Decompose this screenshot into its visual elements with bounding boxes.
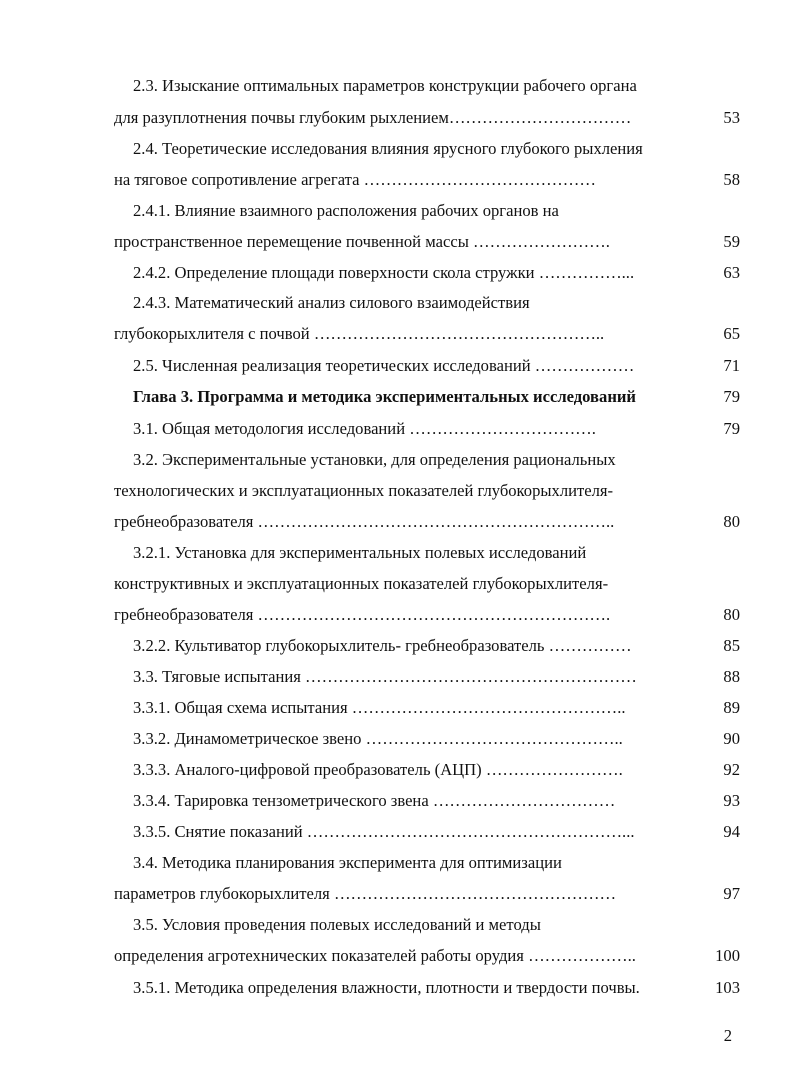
toc-line (0, 820, 792, 844)
toc-page-number: 90 (723, 729, 740, 748)
toc-entry-text: 3.3.3. Аналого-цифровой преобразователь (АЦП) ……………………. (133, 760, 623, 779)
toc-entry-text: 3.3.4. Тарировка тензометрического звена …………………………… (133, 791, 616, 810)
toc-page-number: 71 (723, 356, 740, 375)
toc-line (0, 137, 792, 161)
toc-line (0, 168, 792, 192)
toc-line (0, 199, 792, 223)
toc-line (0, 882, 792, 906)
toc-page-number: 88 (723, 667, 740, 686)
toc-entry-text: 2.4. Теоретические исследования влияния ярусного глубокого рыхления (133, 139, 643, 158)
toc-entry-text: 3.2.1. Установка для экспериментальных полевых исследований (133, 543, 587, 562)
toc-line (0, 727, 792, 751)
toc-line (0, 541, 792, 565)
toc-page-number: 93 (723, 791, 740, 810)
toc-line (0, 106, 792, 130)
toc-line (0, 696, 792, 720)
toc-entry-text: 2.4.1. Влияние взаимного расположения рабочих органов на (133, 201, 559, 220)
toc-line (0, 665, 792, 689)
toc-entry-text: для разуплотнения почвы глубоким рыхлением…………………………… (114, 108, 632, 127)
toc-page-number: 85 (723, 636, 740, 655)
toc-line (0, 913, 792, 937)
toc-page-number: 58 (723, 170, 740, 189)
toc-entry-text: 3.3.5. Снятие показаний …………………………………………………... (133, 822, 635, 841)
toc-page-number: 63 (723, 263, 740, 282)
page-number: 2 (723, 1026, 732, 1045)
toc-entry-text: 2.5. Численная реализация теоретических исследований ……………… (133, 356, 635, 375)
toc-entry-text: 2.4.2. Определение площади поверхности скола стружки ……………... (133, 263, 635, 282)
toc-line (0, 851, 792, 875)
toc-line (0, 261, 792, 285)
toc-line (0, 758, 792, 782)
toc-line (0, 448, 792, 472)
toc-entry-text: 3.5.1. Методика определения влажности, плотности и твердости почвы. (133, 978, 640, 997)
toc-entry-text: 3.3.1. Общая схема испытания ………………………………………….. (133, 698, 626, 717)
toc-entry-text: параметров глубокорыхлителя …………………………………………… (114, 884, 617, 903)
toc-line (0, 944, 792, 968)
toc-line (0, 230, 792, 254)
toc-line (0, 417, 792, 441)
toc-entry-text: 3.5. Условия проведения полевых исследований и методы (133, 915, 541, 934)
toc-page-number: 100 (715, 946, 740, 965)
toc-page-number: 80 (723, 605, 740, 624)
toc-page-number: 80 (723, 512, 740, 531)
toc-chapter-title: Глава 3. Программа и методика экспериментальных исследований (133, 387, 636, 406)
toc-entry-text: конструктивных и эксплуатационных показателей глубокорыхлителя- (114, 574, 609, 593)
toc-page-number: 79 (723, 387, 740, 406)
toc-page-number: 94 (723, 822, 740, 841)
toc-page-number: 65 (723, 324, 740, 343)
toc-page-number: 79 (723, 419, 740, 438)
toc-line (0, 510, 792, 534)
toc-page-number: 103 (715, 978, 740, 997)
toc-line (0, 572, 792, 596)
toc-entry-text: 3.3.2. Динамометрическое звено ……………………………………….. (133, 729, 623, 748)
toc-page-number: 97 (723, 884, 740, 903)
toc-entry-text: технологических и эксплуатационных показателей глубокорыхлителя- (114, 481, 614, 500)
toc-entry-text: определения агротехнических показателей работы орудия ……………….. (114, 946, 636, 965)
toc-page-number: 59 (723, 232, 740, 251)
toc-chapter-line (0, 385, 792, 409)
toc-line (0, 74, 792, 98)
toc-entry-text: 3.4. Методика планирования эксперимента для оптимизации (133, 853, 562, 872)
toc-line (0, 354, 792, 378)
toc-entry-text: 2.4.3. Математический анализ силового взаимодействия (133, 293, 530, 312)
toc-page-number: 92 (723, 760, 740, 779)
toc-entry-text: пространственное перемещение почвенной массы ……………………. (114, 232, 610, 251)
toc-page-number: 53 (723, 108, 740, 127)
toc-line (0, 291, 792, 315)
toc-line (0, 322, 792, 346)
toc-line (0, 976, 792, 1000)
toc-entry-text: 2.3. Изыскание оптимальных параметров конструкции рабочего органа (133, 76, 637, 95)
toc-entry-text: на тяговое сопротивление агрегата …………………………………… (114, 170, 596, 189)
toc-entry-text: гребнеобразователя ……………………………………………………….. (114, 512, 615, 531)
toc-line (0, 789, 792, 813)
toc-entry-text: 3.1. Общая методология исследований ……………………………. (133, 419, 596, 438)
toc-line (0, 634, 792, 658)
toc-entry-text: гребнеобразователя ………………………………………………………. (114, 605, 611, 624)
toc-entry-text: глубокорыхлителя с почвой …………………………………………….. (114, 324, 605, 343)
toc-line (0, 479, 792, 503)
toc-page-number: 89 (723, 698, 740, 717)
toc-entry-text: 3.2. Экспериментальные установки, для определения рациональных (133, 450, 616, 469)
toc-line (0, 603, 792, 627)
toc-entry-text: 3.3. Тяговые испытания …………………………………………………… (133, 667, 637, 686)
toc-entry-text: 3.2.2. Культиватор глубокорыхлитель- гребнеобразователь …………… (133, 636, 632, 655)
